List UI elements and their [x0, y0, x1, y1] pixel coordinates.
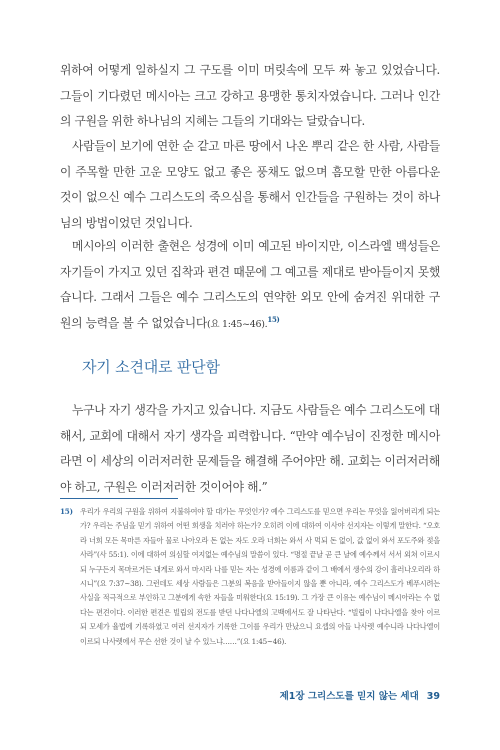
- footnote-text: 우리가 우리의 구원을 위하여 지불하여야 할 대가는 무엇인가? 예수 그리스도를 믿으면 우리는 무엇을 잃어버리게 되는가? 우리는 주님을 믿기 위하여 어떤 희생을 치러야 하는가? 오히려 이에 대하여 이사야 선지자는 이렇게 말한다. “오호라 너희 모든 목마른 자들아 물로 나아오라 돈 없는 자도 오라 너희는 와서 사 먹되 돈 없이, 값 없이 와서 포도주와 젖을 사라”(사 55:1). 이에 대하여 의심할 여지없는 예수님의 말씀이 있다. “명절 끝날 곧 큰 날에 예수께서 서서 외쳐 이르시되 누구든지 목마르거든 내게로 와서 마시라 나를 믿는 자는 성경에 이름과 같이 그 배에서 생수의 강이 흘러나오리라 하시니”(요 7:37~38). 그런데도 세상 사람들은 그분의 복음을 받아들이지 않을 뿐 아니라, 예수 그리스도가 베푸시려는 사실을 적극적으로 부인하고 그분에게 속한 자들을 미워한다(요 15:19). 그 가장 큰 이유는 예수님이 메시아라는 수 없다는 편견이다. 이러한 편견은 빌립의 전도를 받던 나다나엘의 고백에서도 잘 나타난다. “빌립이 나다나엘을 찾아 이르되 모세가 율법에 기록하였고 여러 선지자가 기록한 그이를 우리가 만났으니 요셉의 아들 나사렛 예수니라 나다나엘이 이르되 나사렛에서 무슨 선한 것이 날 수 있느냐……”(요 1:45~46).: [80, 507, 440, 646]
- footnote-divider: [60, 498, 178, 499]
- footnote-number: 15): [60, 507, 73, 516]
- running-footer-chapter: 제1장 그리스도를 믿지 않는 세대: [279, 691, 419, 702]
- body-paragraph-4: 누구나 자기 생각을 가지고 있습니다. 지금도 사람들은 예수 그리스도에 대해서, 교회에 대해서 자기 생각을 피력합니다. “만약 예수님이 진정한 메시아라면 이 세상의 이러저러한 문제들을 해결해 주어야만 해. 교회는 이러저러해야 하고, 구원은 이러저러한 것이어야 해.”: [60, 403, 440, 494]
- footnote-reference: 15): [267, 314, 280, 324]
- body-paragraph-1: 위하여 어떻게 일하실지 그 구도를 이미 머릿속에 모두 짜 놓고 있었습니다. 그들이 기다렸던 메시아는 크고 강하고 용맹한 통치자였습니다. 그러나 인간의 구원을 위한 하나님의 지혜는 그들의 기대와는 달랐습니다.: [60, 63, 440, 129]
- footnote: [60, 505, 440, 649]
- page-number: 39: [426, 691, 440, 702]
- body-paragraph-3: [60, 234, 440, 337]
- body-paragraph-2: 사람들이 보기에 연한 순 같고 마른 땅에서 나온 뿌리 같은 한 사람, 사람들이 주목할 만한 고운 모양도 없고 좋은 풍채도 없으며 흠모할 만한 아름다운 것이 없으신 예수 그리스도의 죽으심을 통해서 인간들을 구원하는 것이 하나님의 방법이었던 것입니다.: [60, 139, 440, 230]
- bible-citation: (요 1:45~46).: [206, 318, 268, 330]
- section-heading: 자기 소견대로 판단함: [82, 358, 220, 376]
- page-footer: [280, 688, 440, 702]
- paragraph-3-text: 메시아의 이러한 출현은 성경에 이미 예고된 바이지만, 이스라엘 백성들은 자기들이 가지고 있던 집착과 편견 때문에 그 예고를 제대로 받아들이지 못했습니다. 그래서 그들은 예수 그리스도의 연약한 외모 안에 숨겨진 위대한 구원의 능력을 볼 수 없었습니다: [60, 239, 440, 330]
